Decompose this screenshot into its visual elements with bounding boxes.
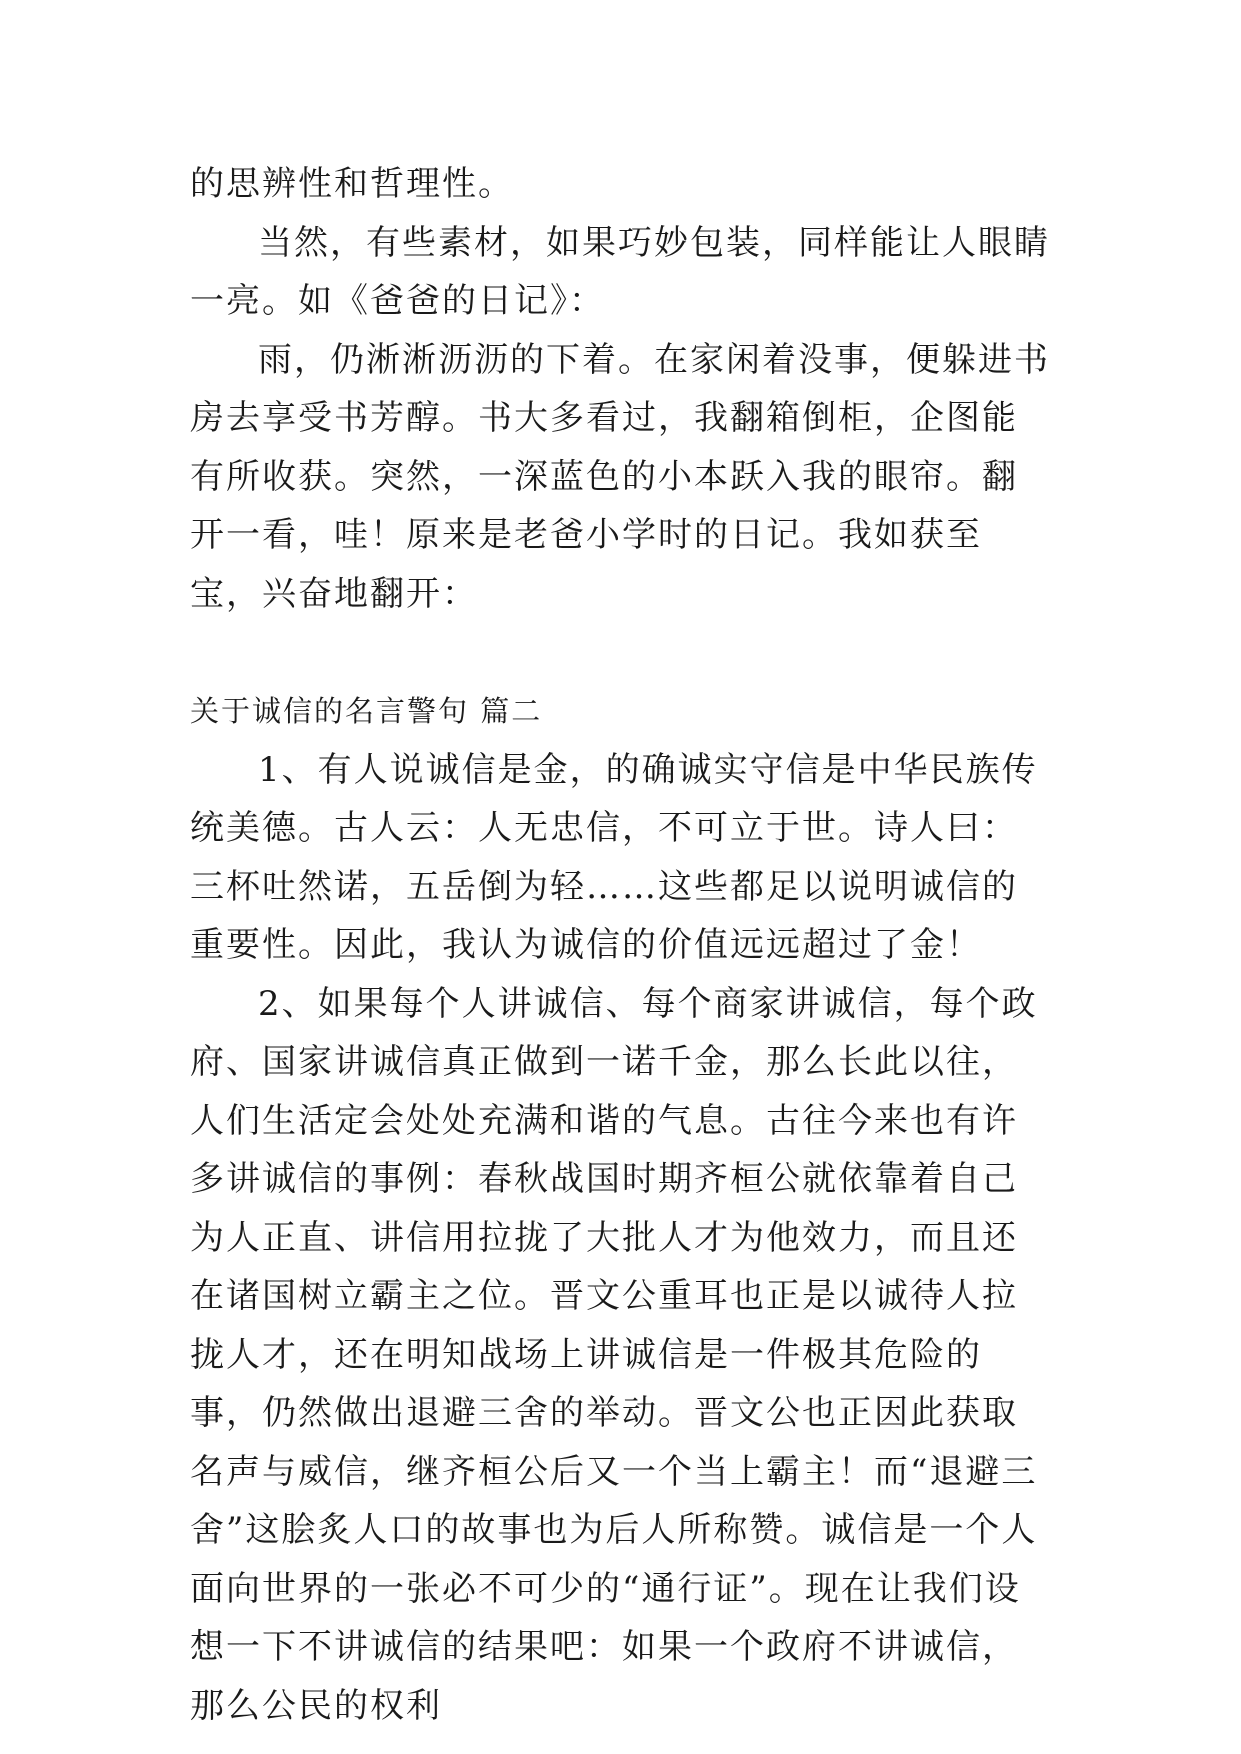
- document-body: [190, 155, 1050, 1735]
- paragraph-continuation: 的思辨性和哲理性。: [190, 164, 514, 204]
- section-heading: 关于诚信的名言警句 篇二: [190, 694, 543, 728]
- paragraph-quote-2: 2、如果每个人讲诚信、每个商家讲诚信，每个政府、国家讲诚信真正做到一诺千金，那么长此以往，人们生活定会处处充满和谐的气息。古往今来也有许多讲诚信的事例：春秋战国时期齐桓公就依靠着自己为人正直、讲信用拉拢了大批人才为他效力，而且还在诸国树立霸主之位。晋文公重耳也正是以诚待人拉拢人才，还在明知战场上讲诚信是一件极其危险的事，仍然做出退避三舍的举动。晋文公也正因此获取名声与威信，继齐桓公后又一个当上霸主！而“退避三舍”这脍炙人口的故事也为后人所称赞。诚信是一个人面向世界的一张必不可少的“通行证”。现在让我们设想一下不讲诚信的结果吧：如果一个政府不讲诚信，那么公民的权利: [190, 983, 1038, 1726]
- paragraph-diary-excerpt: 雨，仍淅淅沥沥的下着。在家闲着没事，便躲进书房去享受书芳醇。书大多看过，我翻箱倒柜，企图能有所收获。突然，一深蓝色的小本跃入我的眼帘。翻开一看，哇！原来是老爸小学时的日记。我如获至宝，兴奋地翻开：: [190, 339, 1050, 614]
- paragraph-quote-1: 1、有人说诚信是金，的确诚实守信是中华民族传统美德。古人云：人无忠信，不可立于世。诗人曰：三杯吐然诺，五岳倒为轻……这些都足以说明诚信的重要性。因此，我认为诚信的价值远远超过了金！: [190, 749, 1038, 965]
- paragraph-packaging: 当然，有些素材，如果巧妙包装，同样能让人眼睛一亮。如《爸爸的日记》：: [190, 222, 1050, 321]
